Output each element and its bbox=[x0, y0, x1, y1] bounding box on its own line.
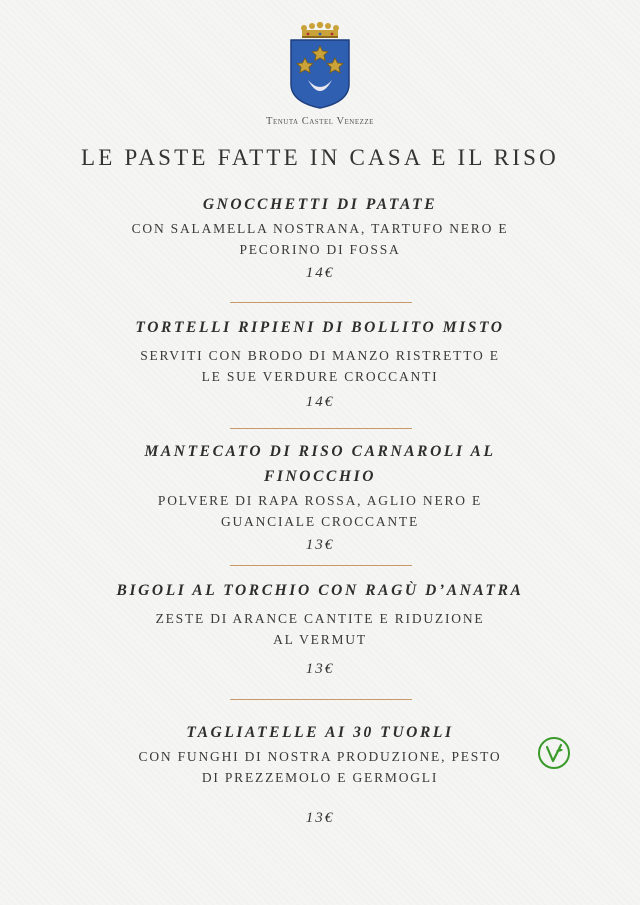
divider bbox=[230, 565, 412, 566]
dish-description: PECORINO DI FOSSA bbox=[239, 242, 401, 257]
dish-name: BIGOLI AL TORCHIO CON RAGÙ D’ANATRA bbox=[116, 582, 524, 599]
coat-of-arms-icon bbox=[288, 22, 352, 112]
page-title: LE PASTE FATTE IN CASA E IL RISO bbox=[81, 145, 559, 170]
dish-description: DI PREZZEMOLO E GERMOGLI bbox=[201, 770, 439, 785]
divider bbox=[230, 302, 412, 303]
dish-name: MANTECATO DI RISO CARNAROLI AL bbox=[144, 443, 496, 460]
divider bbox=[230, 428, 412, 429]
dish-price: 13€ bbox=[305, 810, 335, 826]
dish-description: GUANCIALE CROCCANTE bbox=[220, 514, 420, 529]
vegetarian-icon bbox=[537, 736, 571, 770]
dish-description: CON FUNGHI DI NOSTRA PRODUZIONE, PESTO bbox=[138, 749, 502, 764]
dish-name: GNOCCHETTI DI PATATE bbox=[202, 196, 438, 213]
dish-price: 13€ bbox=[305, 537, 335, 553]
dish-name: TAGLIATELLE AI 30 TUORLI bbox=[186, 724, 454, 741]
dish-description: LE SUE VERDURE CROCCANTI bbox=[201, 369, 439, 384]
dish-price: 14€ bbox=[305, 265, 335, 281]
dish-name: TORTELLI RIPIENI DI BOLLITO MISTO bbox=[135, 319, 505, 336]
dish-description: POLVERE DI RAPA ROSSA, AGLIO NERO E bbox=[157, 493, 483, 508]
dish-description: CON SALAMELLA NOSTRANA, TARTUFO NERO E bbox=[131, 221, 509, 236]
dish-description: SERVITI CON BRODO DI MANZO RISTRETTO E bbox=[140, 348, 500, 363]
dish-description: AL VERMUT bbox=[273, 632, 367, 647]
dish-description: ZESTE DI ARANCE CANTITE E RIDUZIONE bbox=[155, 611, 485, 626]
dish-name: FINOCCHIO bbox=[263, 468, 377, 485]
dish-price: 13€ bbox=[305, 661, 335, 677]
dish-price: 14€ bbox=[305, 394, 335, 410]
brand-name: Tenuta Castel Venezze bbox=[266, 116, 374, 127]
divider bbox=[230, 699, 412, 700]
